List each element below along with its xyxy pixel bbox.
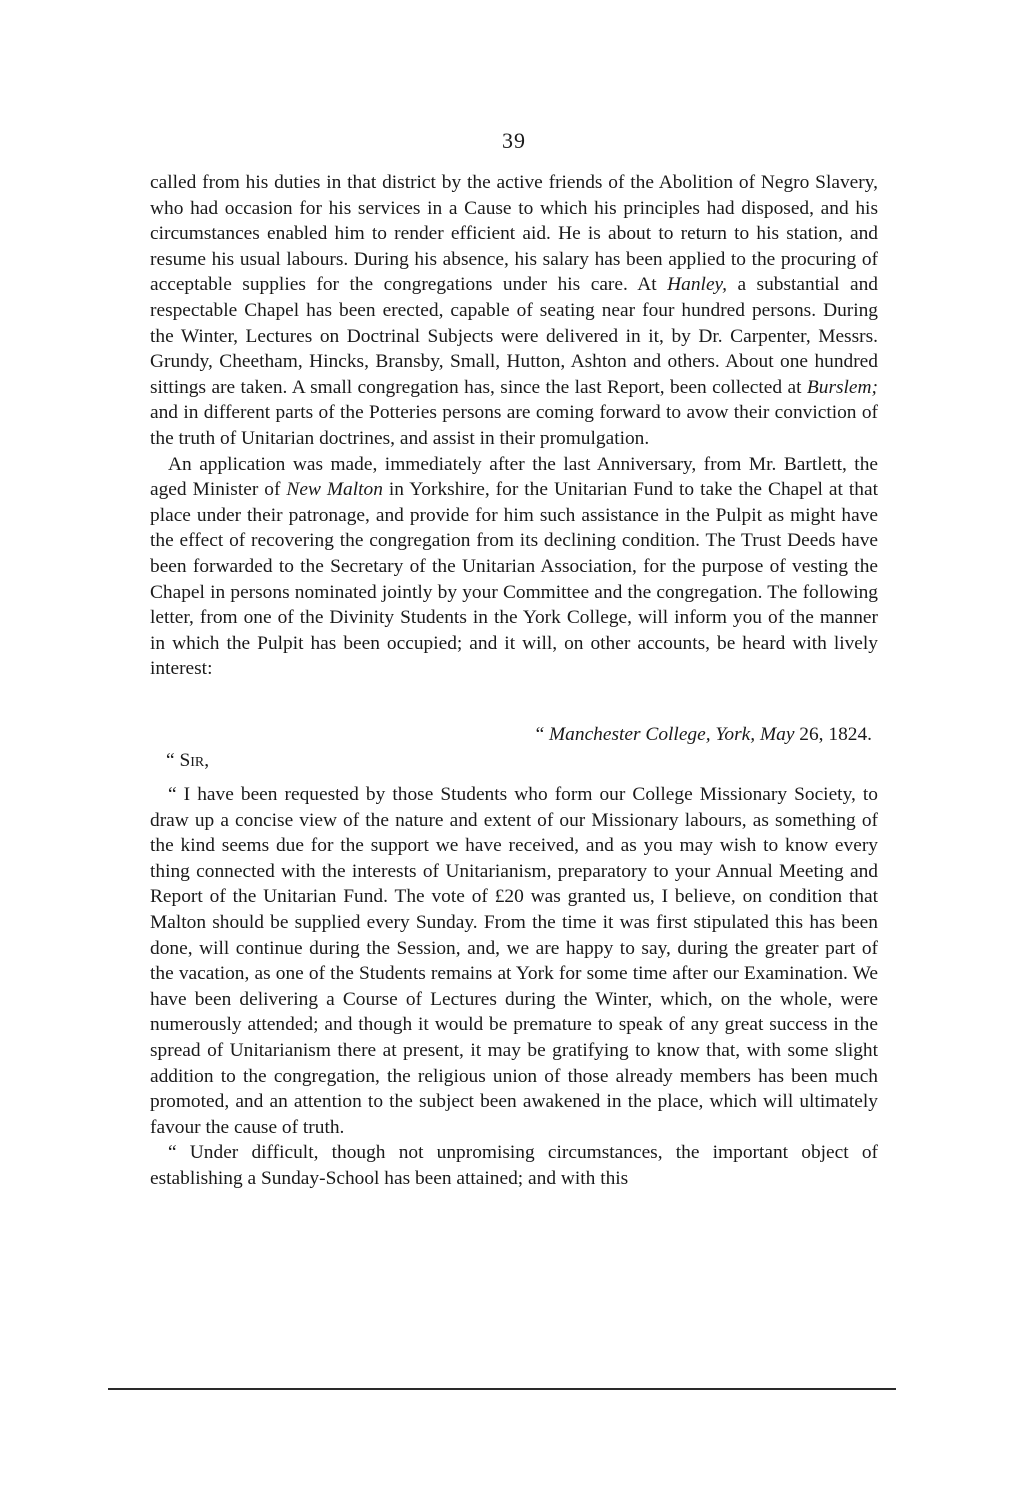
- footer-rule: [108, 1388, 896, 1390]
- text-run: called from his duties in that district by the active friends of the Abolition of Negro Slavery, who had occasion for his services in a Cause to which his principles had disposed, and his circumstances enabled him to render efficient aid. He is about to return to his station, and resume his usual labours. During his absence, his salary has been applied to the procuring of acceptable supplies for the congregations under his care. At: [150, 172, 878, 296]
- text-run: An application was made, immediately after the last Anniversary, from Mr. Bartlett, the aged Minister of: [150, 453, 878, 501]
- text-run: 26, 1824.: [794, 723, 872, 745]
- italic-text: Burslem;: [806, 376, 878, 398]
- section-spacer: [150, 682, 878, 722]
- text-run: “ I have been requested by those Students who form our College Missionary Society, to draw up a concise view of the nature and extent of our Missionary labours, as something of the kind seems due for the support we have received, and as you may wish to know every thing connected with the interests of Unitarianism, preparatory to your Annual Meeting and Report of the Unitarian Fund. The vote of £20 was granted us, I believe, on condition that Malton should be supplied every Sunday. From the time it was first stipulated this has been done, will continue during the Session, and, we are happy to say, during the greater part of the vacation, as one of the Students remains at York for some time after our Examination. We have been delivering a Course of Lectures during the Winter, which, on the whole, were numerously attended; and though it would be premature to speak of any great success in the spread of Unitarianism there at present, it may be gratifying to know that, with some slight addition to the congregation, the religious union of those already members has been much promoted, and an attention to the subject been awakened in the place, which will ultimately favour the cause of truth.: [150, 784, 878, 1138]
- body-text: [150, 170, 878, 1192]
- text-run: “ Under difficult, though not unpromising circumstances, the important object of establishing a Sunday-School has been attained; and with this: [150, 1142, 878, 1189]
- letter-dateline: [150, 722, 878, 748]
- italic-text: New Malton: [286, 479, 383, 501]
- text-run: in Yorkshire, for the Unitarian Fund to take the Chapel at that place under their patronage, and provide for him such assistance in the Pulpit as might have the effect of recovering the congregation from its declining condition. The Trust Deeds have been forwarded to the Secretary of the Unitarian Association, for the purpose of vesting the Chapel in persons nominated jointly by your Committee and the congregation. The following letter, from one of the Divinity Students in the York College, will inform you of the manner in which the Pulpit has been occupied; and it will, on other accounts, be heard with lively interest:: [150, 479, 878, 680]
- letter-paragraph-missionary-labours: [150, 782, 878, 1140]
- italic-text: Hanley,: [667, 274, 727, 296]
- page-number: 39: [502, 128, 526, 153]
- text-run: a substantial and respectable Chapel has been erected, capable of seating near four hundred persons. During the Winter, Lectures on Doctrinal Subjects were delivered in it, by Dr. Carpenter, Messrs. Grundy, Cheetham, Hincks, Bransby, Small, Hutton, Ashton and others. About one hundred sittings are taken. A small congregation has, since the last Report, been collected at: [150, 274, 878, 398]
- text-run: and in different parts of the Potteries persons are coming forward to avow their conviction of the truth of Unitarian doctrines, and assist in their promulgation.: [150, 402, 878, 449]
- letter-salutation: “ Sir,: [166, 750, 210, 772]
- italic-text: Manchester College, York, May: [549, 723, 795, 745]
- letter-paragraph-sunday-school: [150, 1140, 878, 1191]
- text-run: “: [535, 723, 550, 745]
- paragraph-abolition-hanley-burslem: [150, 170, 878, 452]
- paragraph-new-malton-application: [150, 452, 878, 682]
